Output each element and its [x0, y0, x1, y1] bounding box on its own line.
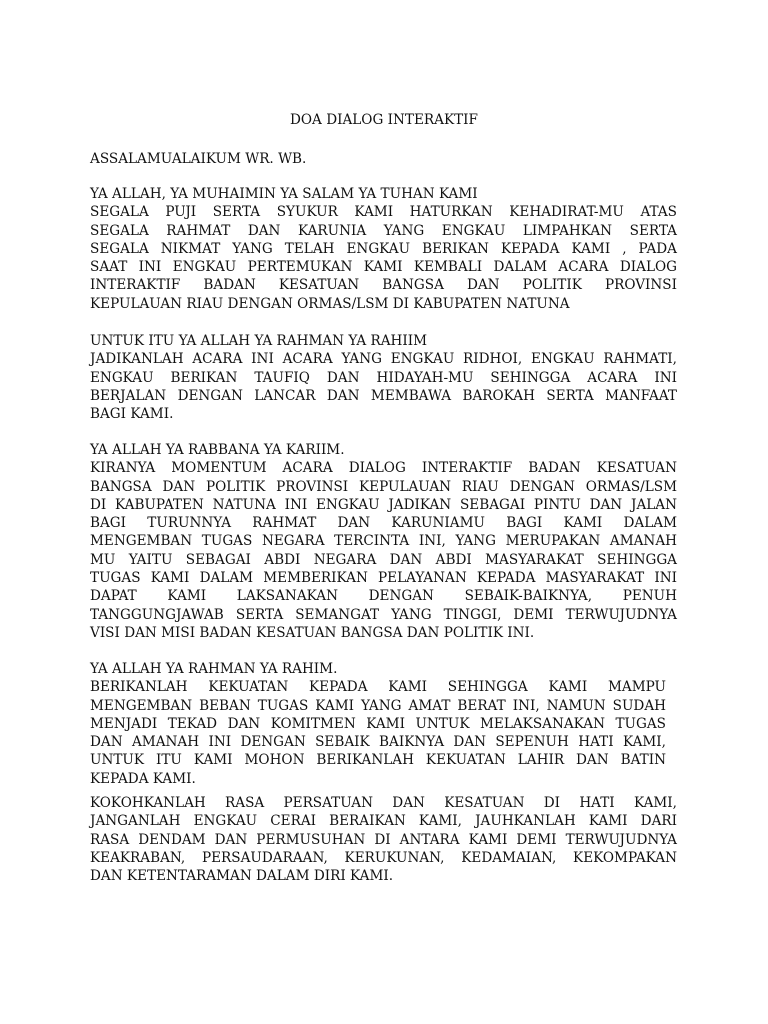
paragraph-4-line: MENGEMBAN BEBAN TUGAS KAMI YANG AMAT BERAT INI, NAMUN SUDAH	[90, 697, 666, 714]
paragraph-4-line: UNTUK ITU KAMI MOHON BERIKANLAH KEKUATAN LAHIR DAN BATIN	[90, 752, 666, 769]
paragraph-3-heading: YA ALLAH YA RABBANA YA KARIIM.	[90, 442, 345, 458]
paragraph-3-line: BAGI TURUNNYA RAHMAT DAN KARUNIAMU BAGI KAMI DALAM	[90, 515, 677, 532]
paragraph-5-line: JANGANLAH ENGKAU CERAI BERAIKAN KAMI, JAUHKANLAH KAMI DARI	[90, 813, 677, 830]
paragraph-4-line: MENJADI TEKAD DAN KOMITMEN KAMI UNTUK MELAKSANAKAN TUGAS	[90, 715, 666, 732]
paragraph-1-line: SAAT INI ENGKAU PERTEMUKAN KAMI KEMBALI DALAM ACARA DIALOG	[90, 259, 677, 276]
paragraph-2-line: BERJALAN DENGAN LANCAR DAN MEMBAWA BAROKAH SERTA MANFAAT	[90, 387, 677, 404]
paragraph-3-line: MENGEMBAN TUGAS NEGARA TERCINTA INI, YANG MERUPAKAN AMANAH	[90, 533, 677, 550]
paragraph-3-line: TANGGUNGJAWAB SERTA SEMANGAT YANG TINGGI, DEMI TERWUJUDNYA	[90, 606, 677, 623]
document-title: DOA DIALOG INTERAKTIF	[290, 112, 478, 128]
paragraph-3-line: DI KABUPATEN NATUNA INI ENGKAU JADIKAN SEBAGAI PINTU DAN JALAN	[90, 496, 677, 513]
paragraph-3-line: DAPAT KAMI LAKSANAKAN DENGAN SEBAIK-BAIKNYA, PENUH	[90, 588, 677, 605]
paragraph-1-line: INTERAKTIF BADAN KESATUAN BANGSA DAN POLITIK PROVINSI	[90, 277, 677, 294]
paragraph-1-line: SEGALA NIKMAT YANG TELAH ENGKAU BERIKAN KEPADA KAMI , PADA	[90, 240, 677, 257]
paragraph-2-line: ENGKAU BERIKAN TAUFIQ DAN HIDAYAH-MU SEHINGGA ACARA INI	[90, 369, 677, 386]
paragraph-4-heading: YA ALLAH YA RAHMAN YA RAHIM.	[90, 661, 338, 677]
paragraph-4-line: KEPADA KAMI.	[90, 770, 196, 787]
paragraph-5	[90, 794, 677, 885]
paragraph-5-line: KEAKRABAN, PERSAUDARAAN, KERUKUNAN, KEDAMAIAN, KEKOMPAKAN	[90, 849, 677, 866]
paragraph-1-line: KEPULAUAN RIAU DENGAN ORMAS/LSM DI KABUPATEN NATUNA	[90, 295, 570, 312]
paragraph-5-line: DAN KETENTARAMAN DALAM DIRI KAMI.	[90, 868, 394, 885]
salutation-text: ASSALAMUALAIKUM WR. WB.	[90, 151, 307, 167]
paragraph-3	[90, 441, 677, 642]
paragraph-3-line: TUGAS KAMI DALAM MEMBERIKAN PELAYANAN KEPADA MASYARAKAT INI	[90, 570, 677, 587]
paragraph-1-heading: YA ALLAH, YA MUHAIMIN YA SALAM YA TUHAN KAMI	[90, 186, 478, 202]
paragraph-1-line: SEGALA RAHMAT DAN KARUNIA YANG ENGKAU LIMPAHKAN SERTA	[90, 222, 677, 239]
paragraph-3-line: MU YAITU SEBAGAI ABDI NEGARA DAN ABDI MASYARAKAT SEHINGGA	[90, 551, 677, 568]
paragraph-1-line: SEGALA PUJI SERTA SYUKUR KAMI HATURKAN KEHADIRAT-MU ATAS	[90, 204, 677, 221]
paragraph-3-line: KIRANYA MOMENTUM ACARA DIALOG INTERAKTIF BADAN KESATUAN	[90, 460, 677, 477]
paragraph-4-line: DAN AMANAH INI DENGAN SEBAIK BAIKNYA DAN SEPENUH HATI KAMI,	[90, 734, 666, 751]
paragraph-4	[90, 660, 677, 788]
paragraph-5-line: RASA DENDAM DAN PERMUSUHAN DI ANTARA KAMI DEMI TERWUJUDNYA	[90, 831, 677, 848]
paragraph-2-line: BAGI KAMI.	[90, 406, 174, 423]
salutation	[90, 150, 677, 168]
paragraph-3-line: VISI DAN MISI BADAN KESATUAN BANGSA DAN POLITIK INI.	[90, 624, 535, 641]
paragraph-5-line: KOKOHKANLAH RASA PERSATUAN DAN KESATUAN DI HATI KAMI,	[90, 795, 677, 811]
paragraph-3-line: BANGSA DAN POLITIK PROVINSI KEPULAUAN RIAU DENGAN ORMAS/LSM	[90, 478, 677, 495]
paragraph-1	[90, 185, 677, 313]
paragraph-4-line: BERIKANLAH KEKUATAN KEPADA KAMI SEHINGGA KAMI MAMPU	[90, 679, 666, 696]
paragraph-2-heading: UNTUK ITU YA ALLAH YA RAHMAN YA RAHIIM	[90, 333, 428, 349]
paragraph-2	[90, 332, 677, 423]
paragraph-2-line: JADIKANLAH ACARA INI ACARA YANG ENGKAU RIDHOI, ENGKAU RAHMATI,	[90, 351, 677, 368]
